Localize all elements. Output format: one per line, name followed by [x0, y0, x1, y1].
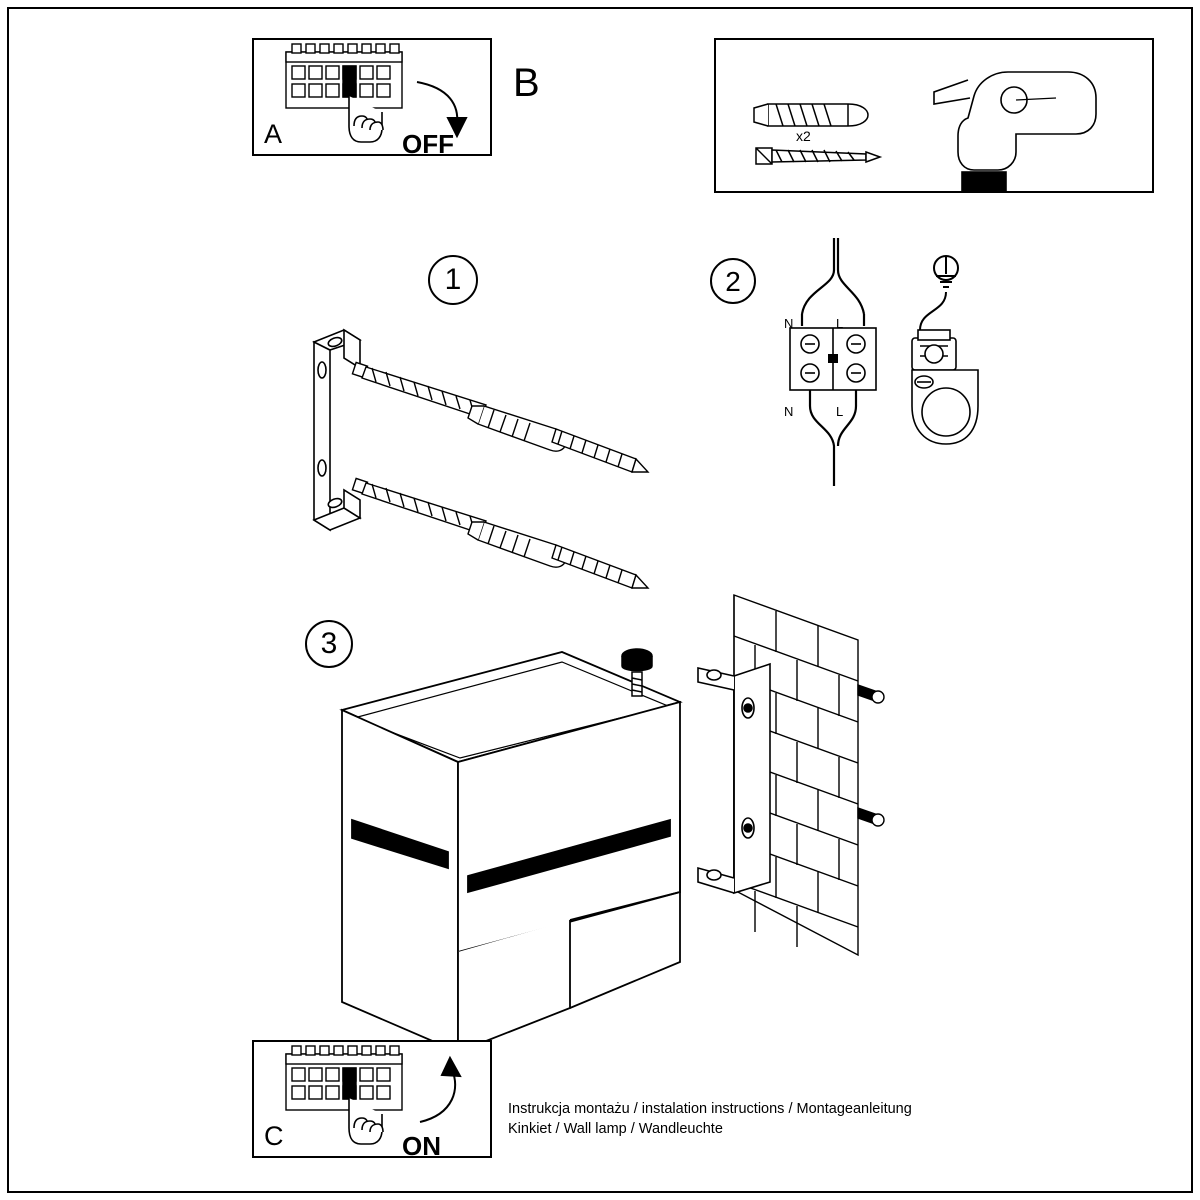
panel-c-letter: C — [264, 1121, 284, 1151]
panel-c — [252, 1040, 492, 1161]
screw-icon — [352, 362, 486, 418]
screw-icon — [756, 148, 880, 164]
terminal-block-icon — [790, 328, 876, 390]
terminal-label-l-top: L — [836, 316, 844, 331]
power-drill-icon — [934, 72, 1096, 192]
terminal-label-l-bottom: L — [836, 404, 844, 419]
step-2-graphic — [760, 230, 1020, 530]
step-2-number: 2 — [725, 265, 741, 297]
panel-b-graphic — [716, 40, 1156, 195]
screw-icon — [552, 545, 648, 588]
screw-icon — [552, 429, 648, 472]
step-1-badge — [428, 255, 478, 305]
wall-plug-icon — [754, 104, 868, 126]
panel-b — [714, 38, 1154, 193]
wall-plug-icon — [468, 522, 567, 567]
panel-a-letter: A — [264, 119, 283, 149]
lamp-socket-icon — [912, 330, 978, 444]
earth-ground-icon — [934, 256, 958, 287]
l-bracket-icon — [314, 330, 360, 530]
terminal-label-n-top: N — [784, 316, 794, 331]
footer-line-1: Instrukcja montażu / instalation instructions / Montageanleitung — [508, 1101, 912, 1117]
curved-arrow-up-icon — [420, 1058, 460, 1122]
step-1-graphic — [300, 320, 720, 620]
step-2-badge — [710, 258, 756, 304]
lamp-cable-icon — [810, 390, 856, 486]
panel-b-letter: B — [513, 61, 540, 105]
cube-wall-lamp-icon — [342, 652, 680, 1052]
panel-a-graphic — [254, 40, 494, 158]
step-1-number: 1 — [444, 263, 462, 297]
circuit-breaker-switch-off — [286, 44, 402, 108]
screw-icon — [858, 685, 884, 826]
panel-a — [252, 38, 492, 159]
terminal-label-n-bottom: N — [784, 404, 794, 419]
footer-line-2: Kinkiet / Wall lamp / Wandleuchte — [508, 1121, 723, 1137]
wall-plug-count-label: x2 — [796, 128, 811, 144]
step-3-graphic — [330, 590, 950, 1040]
wall-plug-icon — [468, 406, 567, 451]
mains-cable-icon — [802, 238, 864, 326]
panel-c-graphic — [254, 1042, 494, 1160]
circuit-breaker-switch-on — [286, 1046, 402, 1110]
panel-c-action-label: ON — [402, 1131, 441, 1161]
panel-a-action-label: OFF — [402, 129, 454, 159]
screw-icon — [352, 478, 486, 534]
step-3-number: 3 — [320, 627, 338, 661]
l-bracket-icon — [698, 664, 770, 893]
